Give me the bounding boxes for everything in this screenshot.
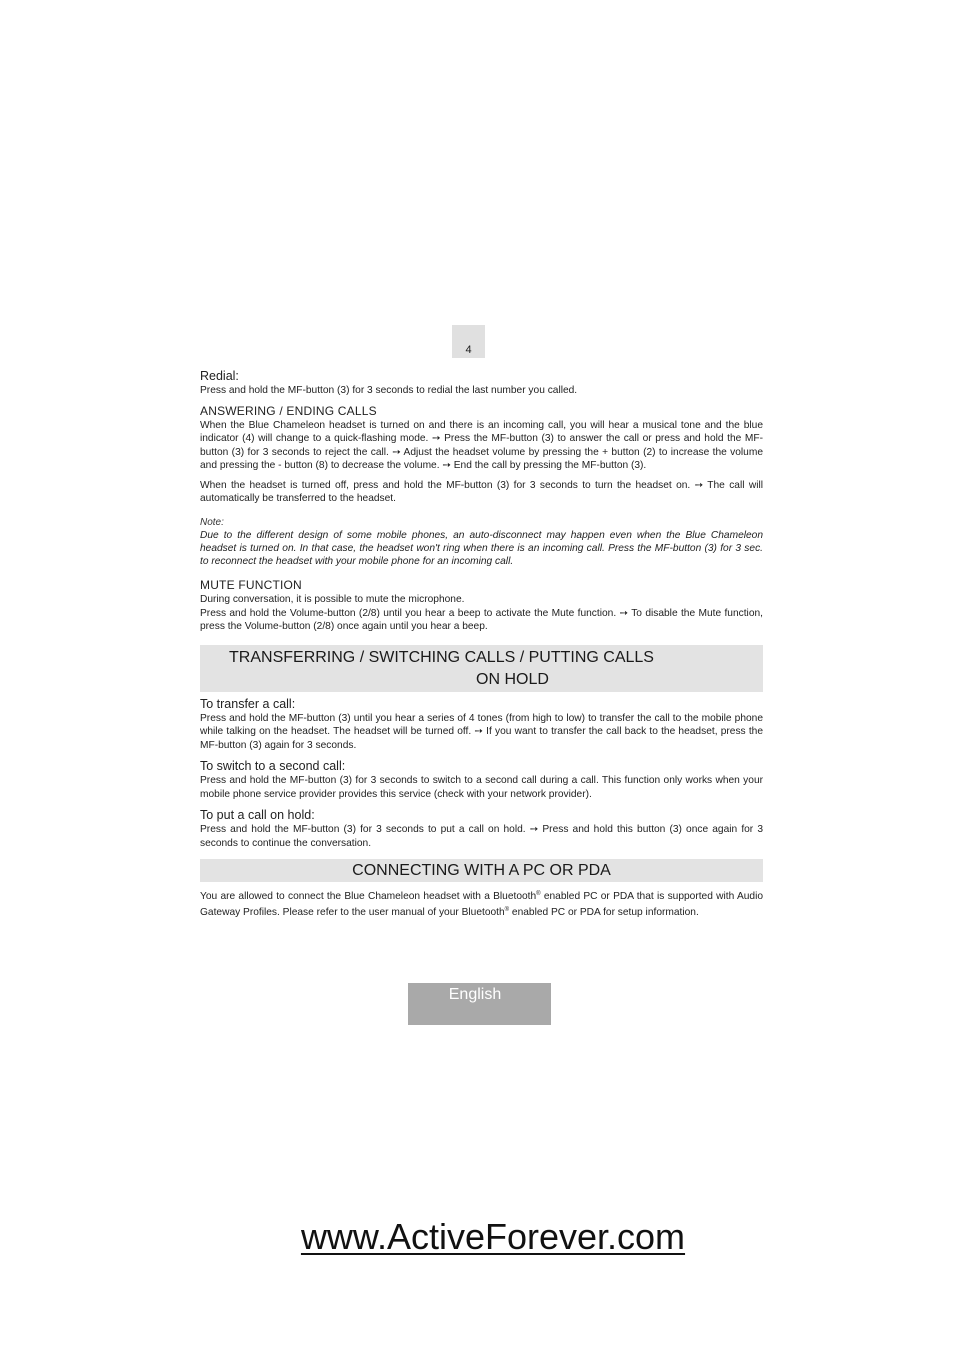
switch-text: Press and hold the MF-button (3) for 3 seconds to switch to a second call during a call. This function only works when your mobile phone service provider provides this service (check with your network provider).: [200, 775, 763, 800]
answering-text-1: When the Blue Chameleon headset is turned on and there is an incoming call, you will hear a musical tone and the blue indicator (4) will change to a quick-flashing mode. ➙ Press the MF-button (3) to answer the call or press and hold the MF-button (3) for 3 seconds to reject the call. ➙ Adjust the headset volume by pressing the + button (2) to increase the volume and pressing the - button (8) to decrease the volume. ➙ End the call by pressing the MF-button (3).: [200, 419, 763, 471]
transfer-heading: To transfer a call:: [200, 696, 296, 711]
mute-text-1: During conversation, it is possible to mute the microphone.: [200, 594, 465, 606]
pc-text-part-b: enabled PC or PDA that is supported with Audio Gateway Profiles. Please refer to the user manual of your Bluetooth: [200, 891, 763, 918]
mute-text-2: Press and hold the Volume-button (2/8) until you hear a beep to activate the Mute function. ➙ To disable the Mute function, press the Volume-button (2/8) once again until you hear a beep.: [200, 607, 763, 633]
website-link[interactable]: www.ActiveForever.com: [300, 1216, 686, 1257]
note-label: Note:: [200, 516, 224, 528]
note-text: Due to the different design of some mobile phones, an auto-disconnect may happen even when the Blue Chameleon headset is turned on. In that case, the headset won't ring when there is an incoming call. Press the MF-button (3) for 3 sec. to reconnect the headset with your mobile phone for an incoming call.: [200, 529, 763, 567]
transfer-title-line-2: ON HOLD: [476, 670, 549, 688]
switch-heading: To switch to a second call:: [200, 759, 346, 774]
redial-heading: Redial:: [200, 369, 239, 383]
transfer-title-line-1: TRANSFERRING / SWITCHING CALLS / PUTTING CALLS: [229, 648, 654, 666]
pc-text-part-c: enabled PC or PDA for setup information.: [509, 906, 699, 918]
pc-section-text: [200, 888, 763, 919]
pc-section-title: CONNECTING WITH A PC OR PDA: [200, 859, 763, 882]
redial-text: Press and hold the MF-button (3) for 3 seconds to redial the last number you called.: [200, 385, 578, 396]
manual-content: [200, 368, 763, 919]
answering-text-2: When the headset is turned off, press and hold the MF-button (3) for 3 seconds to turn the headset on. ➙ The call will automatically be transferred to the headset.: [200, 479, 763, 504]
registered-mark: ®: [536, 891, 541, 898]
language-tab: English: [408, 983, 551, 1025]
registered-mark: ®: [504, 906, 510, 913]
hold-text: Press and hold the MF-button (3) for 3 seconds to put a call on hold. ➙ Press and hold this button (3) once again for 3 seconds to continue the conversation.: [200, 824, 763, 849]
hold-heading: To put a call on hold:: [200, 808, 315, 823]
transfer-section-title: [200, 645, 763, 692]
page-number: 4: [452, 325, 485, 358]
transfer-text: Press and hold the MF-button (3) until you hear a series of 4 tones (from high to low) to transfer the call to the mobile phone while talking on the headset. The headset will be turned off. ➙ If you want to transfer the call back to the headset, press the MF-button (3) again for 3 seconds.: [200, 712, 763, 751]
pc-text-part-a: You are allowed to connect the Blue Chameleon headset with a Bluetooth: [200, 891, 537, 903]
mute-heading: MUTE FUNCTION: [200, 578, 302, 593]
answering-heading: ANSWERING / ENDING CALLS: [200, 403, 377, 418]
